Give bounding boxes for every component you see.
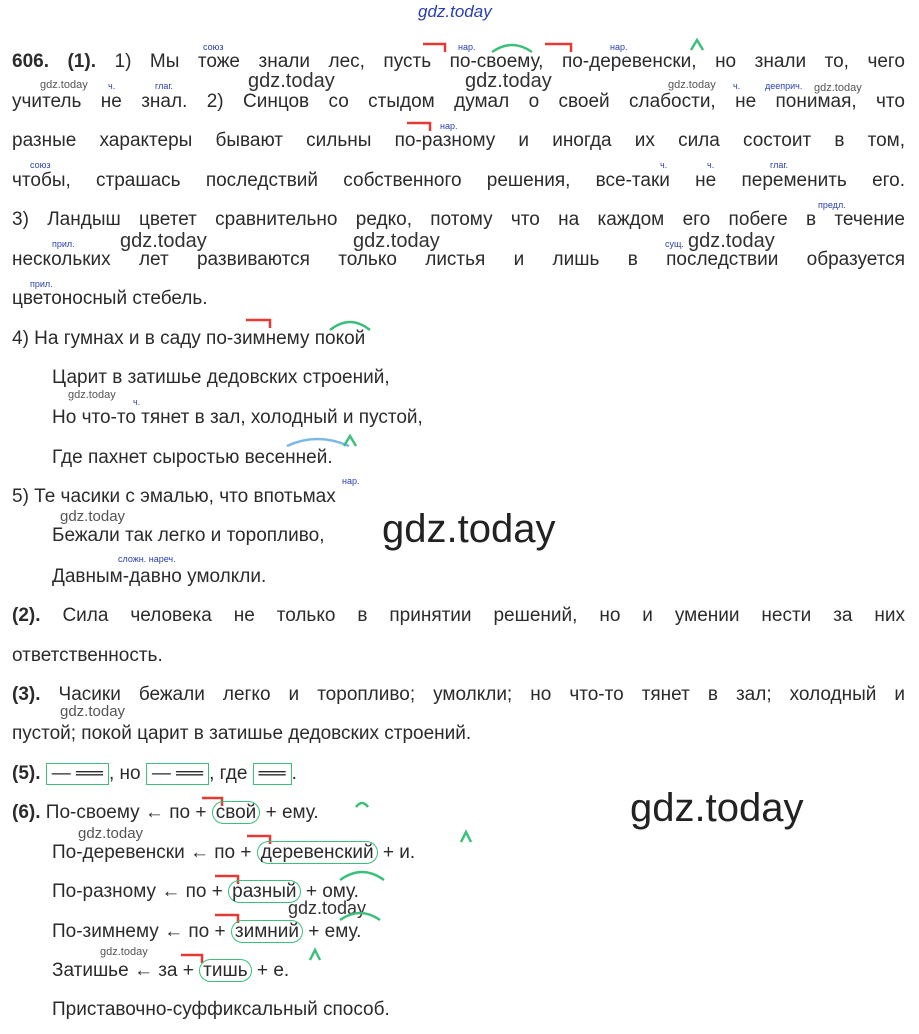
plus: + — [211, 881, 223, 902]
watermark: gdz.today — [120, 230, 207, 252]
watermark: gdz.today — [353, 230, 440, 252]
plus: + — [308, 921, 320, 942]
annotation-ch: ч. — [733, 81, 741, 91]
poem-line-3: Где пахнет сыростью весенней. — [52, 447, 333, 468]
watermark: gdz.today — [100, 946, 148, 958]
part6-row-2 — [52, 841, 415, 865]
annotation-ch: ч. — [707, 160, 715, 170]
derived-word: По-зимнему — [52, 921, 159, 942]
formation-method: Приставочно-суффиксальный способ. — [52, 999, 390, 1020]
annotation-ch: ч. — [108, 81, 116, 91]
suffix: ему. — [281, 802, 319, 823]
part6-row-5 — [52, 959, 289, 983]
ex-line-7: цветоносный стебель. — [12, 288, 208, 309]
part5-scheme — [12, 762, 297, 786]
watermark: gdz.today — [465, 70, 552, 92]
root: зимний — [231, 920, 303, 943]
ex-line-6: нескольких лет развиваются только листья и лишь в последствии образуется — [12, 249, 905, 270]
part2-text-1: Сила человека не только в принятии решений, но и умении нести за них — [62, 605, 906, 626]
plus: + — [195, 802, 207, 823]
part6-row-3 — [52, 880, 359, 904]
part3-label: (3). — [12, 684, 41, 705]
annotation-pril: прил. — [52, 239, 75, 249]
root: деревенский — [257, 841, 378, 864]
part6-label: (6). — [12, 802, 41, 823]
part3-text-1: Часики бежали легко и торопливо; умолкли; но что-то тянет в зал; холодный и — [58, 684, 906, 705]
plus: + — [265, 802, 277, 823]
part2-label: (2). — [12, 605, 41, 626]
prefix: за — [158, 960, 178, 981]
ex-line-8: 4) На гумнах и в саду по-зимнему покой — [12, 328, 366, 349]
part6-row-4 — [52, 920, 361, 944]
prefix: по — [188, 921, 210, 942]
watermark: gdz.today — [814, 82, 862, 94]
root: свой — [212, 801, 261, 824]
arrow: ← — [161, 881, 181, 902]
ex-line-3: разные характеры бывают сильны по-разному и иногда их сила состоит в том, — [12, 130, 905, 151]
plus: + — [214, 921, 226, 942]
annotation-deeprich: дееприч. — [765, 81, 803, 91]
scheme-sep-2: , где — [209, 763, 248, 784]
suffix: е. — [273, 960, 290, 981]
derived-word: Затишье — [52, 960, 129, 981]
watermark: gdz.today — [248, 70, 335, 92]
plus: + — [305, 881, 317, 902]
arrow: ← — [189, 842, 209, 863]
arrow: ← — [133, 960, 153, 981]
watermark: gdz.today — [68, 389, 116, 401]
scheme-box-3: ══ — [253, 763, 292, 785]
annotation-soyuz: союз — [203, 42, 224, 52]
arrow: ← — [164, 921, 184, 942]
derived-word: По-своему — [45, 802, 140, 823]
annotation-predl: предл. — [818, 200, 846, 210]
watermark: gdz.today — [668, 79, 716, 91]
plus: + — [256, 960, 269, 981]
prefix: по — [214, 842, 236, 863]
part2-line-1 — [12, 604, 905, 628]
derived-word: По-разному — [52, 881, 157, 902]
annotation-slozh-narech: сложн. нареч. — [118, 554, 176, 564]
part6-row-1 — [12, 801, 319, 825]
part3-line-1 — [12, 683, 905, 707]
suffix: и. — [399, 842, 416, 863]
watermark: gdz.today — [688, 230, 775, 252]
part5-label: (5). — [12, 763, 41, 784]
annotation-nar: нар. — [610, 42, 628, 52]
watermark-top: gdz.today — [418, 2, 492, 21]
watermark: gdz.today — [40, 79, 88, 91]
annotation-pril: прил. — [30, 279, 53, 289]
suffix: ему. — [324, 921, 362, 942]
scheme-sep-1: , но — [108, 763, 141, 784]
part3-line-2: пустой; покой царит в затишье дедовских строений. — [12, 723, 472, 744]
watermark: gdz.today — [60, 508, 126, 525]
root: тишь — [199, 959, 251, 982]
ex-text-1: 1) Мы тоже знали лес, пусть по-своему, по-деревенски, но знали то, чего — [114, 51, 905, 72]
plus: + — [240, 842, 252, 863]
prefix: по — [185, 881, 207, 902]
annotation-ch: ч. — [660, 160, 668, 170]
watermark: gdz.today — [60, 703, 126, 720]
poem-line-4: Бежали так легко и торопливо, — [52, 525, 325, 546]
part2-line-2: ответственность. — [12, 645, 163, 666]
annotation-sushch: сущ. — [665, 239, 684, 249]
annotation-ch: ч. — [133, 397, 141, 407]
annotation-nar: нар. — [342, 476, 360, 486]
poem-line-2: Но что-то тянет в зал, холодный и пустой, — [52, 407, 423, 428]
watermark-large: gdz.today — [630, 786, 804, 830]
root: разный — [228, 880, 300, 903]
exercise-label: 606. (1). — [12, 51, 96, 72]
annotation-glag: глаг. — [770, 160, 789, 170]
watermark: gdz.today — [288, 898, 367, 918]
prefix: по — [169, 802, 191, 823]
scheme-box-1: — ══ — [46, 763, 109, 785]
ex-line-4: чтобы, страшась последствий собственного решения, все-таки не переменить его. — [12, 170, 905, 191]
ex-line-5: 3) Ландыш цветет сравнительно редко, потому что на каждом его побеге в течение — [12, 209, 905, 230]
poem-line-1: Царит в затишье дедовских строений, — [52, 367, 390, 388]
annotation-nar: нар. — [458, 42, 476, 52]
derived-word: По-деревенски — [52, 842, 185, 863]
scheme-end: . — [291, 763, 297, 784]
ex-line-2: учитель не знал. 2) Синцов со стыдом думал о своей слабости, не понимая, что — [12, 91, 905, 112]
annotation-nar: нар. — [440, 121, 458, 131]
watermark-large: gdz.today — [382, 507, 556, 551]
scheme-box-2: — ══ — [146, 763, 209, 785]
plus: + — [382, 842, 394, 863]
annotation-soyuz: союз — [30, 160, 51, 170]
annotation-glag: глаг. — [155, 81, 174, 91]
watermark: gdz.today — [78, 825, 144, 842]
arrow: ← — [144, 802, 164, 823]
ex-line-12: 5) Те часики с эмалью, что впотьмах — [12, 486, 336, 507]
poem-line-5: Давным-давно умолкли. — [52, 566, 267, 587]
plus: + — [182, 960, 194, 981]
suffix: ому. — [322, 881, 359, 902]
